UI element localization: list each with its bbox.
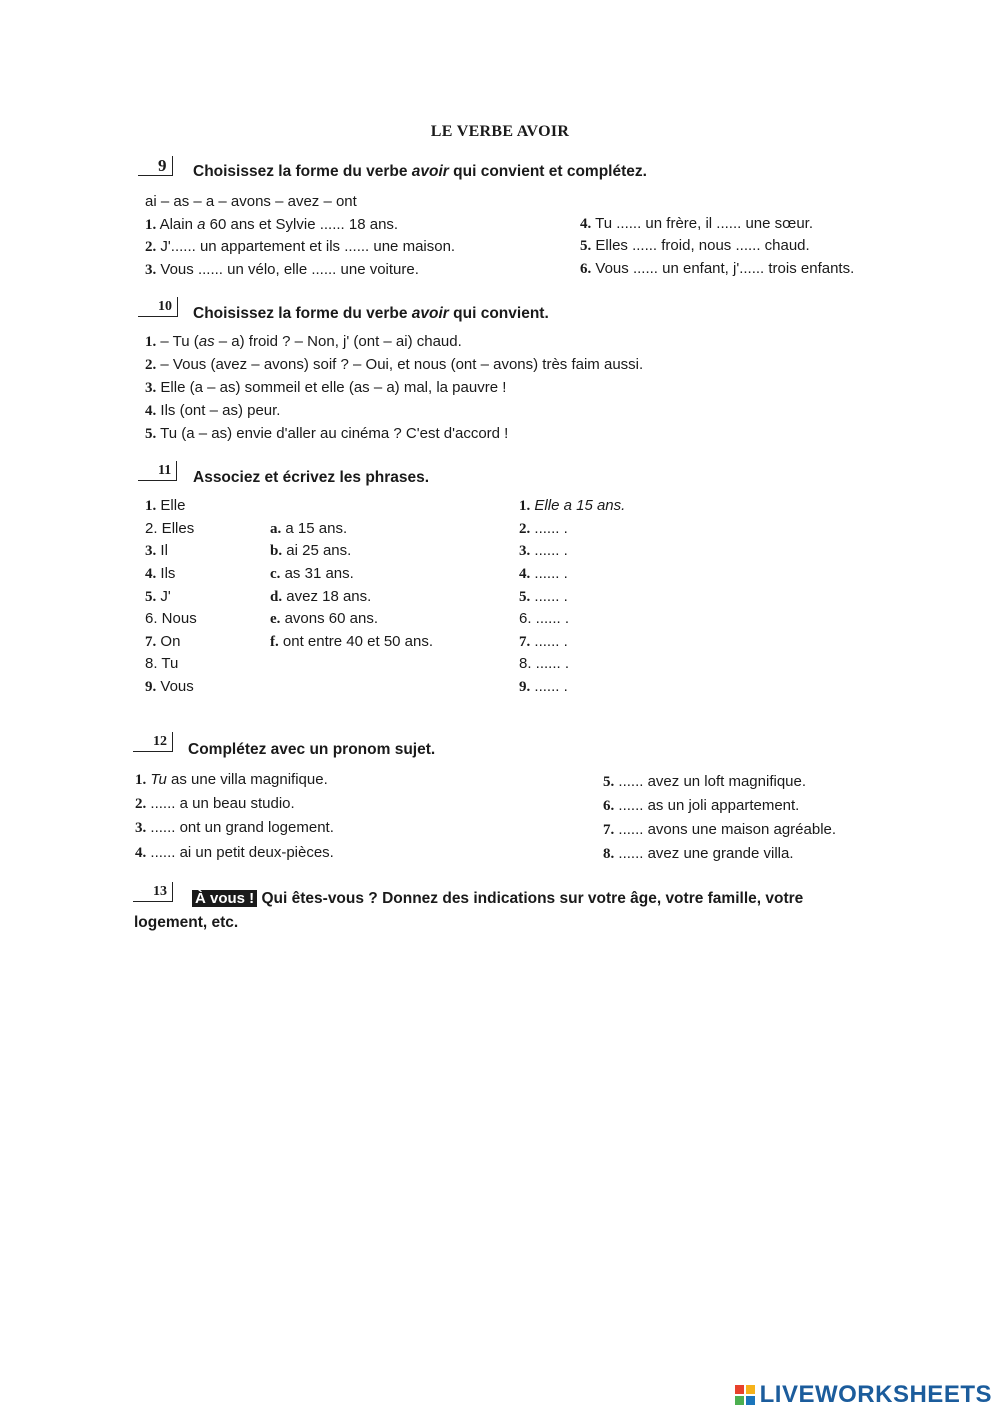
exercise-11-number: 11 xyxy=(138,461,177,481)
exercise-10-item-1: 1. – Tu (as – a) froid ? – Non, j' (ont – ai) chaud. xyxy=(145,333,462,350)
liveworksheets-logo xyxy=(735,1381,992,1409)
exercise-10-item-3: 3. Elle (a – as) sommeil et elle (as – a) mal, la pauvre ! xyxy=(145,379,507,396)
a-vous-badge: À vous ! xyxy=(192,890,257,907)
exercise-10-item-2: 2. – Vous (avez – avons) soif ? – Oui, et nous (ont – avons) très faim aussi. xyxy=(145,356,644,373)
exercise-12-number: 12 xyxy=(133,732,173,752)
exercise-12-item: 7. ...... avons une maison agréable. xyxy=(603,821,837,838)
exercise-13-number: 13 xyxy=(133,882,173,902)
logo-grid-icon xyxy=(735,1385,755,1405)
answer-item: 3. ...... . xyxy=(519,542,568,559)
answer-item: 9. ...... . xyxy=(519,678,568,695)
exercise-9-choices: ai – as – a – avons – avez – ont xyxy=(145,193,357,210)
subject-item: 5. J' xyxy=(145,588,171,605)
subject-item: 3. Il xyxy=(145,542,168,559)
exercise-9-item-4: 4. Tu ...... un frère, il ...... une sœur. xyxy=(580,215,813,232)
verb-item: e. avons 60 ans. xyxy=(270,610,378,627)
answer-item: 2. ...... . xyxy=(519,520,568,537)
subject-item: 8. Tu xyxy=(145,655,179,672)
logo-square xyxy=(735,1385,744,1394)
exercise-12-item: 6. ...... as un joli appartement. xyxy=(603,797,800,814)
logo-square xyxy=(746,1385,755,1394)
exercise-9-item-5: 5. Elles ...... froid, nous ...... chaud. xyxy=(580,237,810,254)
answer-item: 5. ...... . xyxy=(519,588,568,605)
exercise-10-item-5: 5. Tu (a – as) envie d'aller au cinéma ? C'est d'accord ! xyxy=(145,425,509,442)
verb-item: b. ai 25 ans. xyxy=(270,542,352,559)
subject-item: 2. Elles xyxy=(145,520,195,537)
answer-item: 8. ...... . xyxy=(519,655,570,672)
exercise-12-instruction: Complétez avec un pronom sujet. xyxy=(188,741,436,758)
logo-square xyxy=(746,1396,755,1405)
subject-item: 4. Ils xyxy=(145,565,176,582)
exercise-9-item-1: 1. Alain a 60 ans et Sylvie ...... 18 ans. xyxy=(145,216,399,233)
exercise-12-item: 2. ...... a un beau studio. xyxy=(135,795,295,812)
exercise-13-instruction: À vous ! Qui êtes-vous ? Donnez des indications sur votre âge, votre famille, votre xyxy=(192,890,803,908)
subject-item: 1. Elle xyxy=(145,497,186,514)
exercise-9-item-6: 6. Vous ...... un enfant, j'...... trois enfants. xyxy=(580,260,855,277)
exercise-9-item-2: 2. J'...... un appartement et ils ...... une maison. xyxy=(145,238,456,255)
verb-item: f. ont entre 40 et 50 ans. xyxy=(270,633,434,650)
logo-square xyxy=(735,1396,744,1405)
exercise-13-instruction-cont: logement, etc. xyxy=(134,914,239,931)
exercise-12-item: 4. ...... ai un petit deux-pièces. xyxy=(135,844,334,861)
exercise-10-number: 10 xyxy=(138,297,178,317)
answer-item: 1. Elle a 15 ans. xyxy=(519,497,626,514)
subject-item: 9. Vous xyxy=(145,678,194,695)
verb-item: a. a 15 ans. xyxy=(270,520,348,537)
exercise-12-item: 5. ...... avez un loft magnifique. xyxy=(603,773,807,790)
verb-item: d. avez 18 ans. xyxy=(270,588,372,605)
logo-text: LIVEWORKSHEETS xyxy=(759,1381,992,1408)
subject-item: 6. Nous xyxy=(145,610,197,627)
exercise-10-item-4: 4. Ils (ont – as) peur. xyxy=(145,402,281,419)
exercise-12-item: 3. ...... ont un grand logement. xyxy=(135,819,334,836)
exercise-9-number: 9 xyxy=(138,156,173,176)
subject-item: 7. On xyxy=(145,633,181,650)
exercise-9-item-3: 3. Vous ...... un vélo, elle ...... une voiture. xyxy=(145,261,419,278)
page-title: LE VERBE AVOIR xyxy=(430,123,570,140)
exercise-12-item: 1. Tu as une villa magnifique. xyxy=(135,771,328,788)
verb-item: c. as 31 ans. xyxy=(270,565,354,582)
answer-item: 4. ...... . xyxy=(519,565,568,582)
exercise-10-instruction: Choisissez la forme du verbe avoir qui convient. xyxy=(193,305,549,322)
answer-item: 6. ...... . xyxy=(519,610,570,627)
exercise-12-item: 8. ...... avez une grande villa. xyxy=(603,845,794,862)
exercise-11-instruction: Associez et écrivez les phrases. xyxy=(193,469,430,486)
answer-item: 7. ...... . xyxy=(519,633,568,650)
exercise-9-instruction: Choisissez la forme du verbe avoir qui convient et complétez. xyxy=(193,163,647,180)
